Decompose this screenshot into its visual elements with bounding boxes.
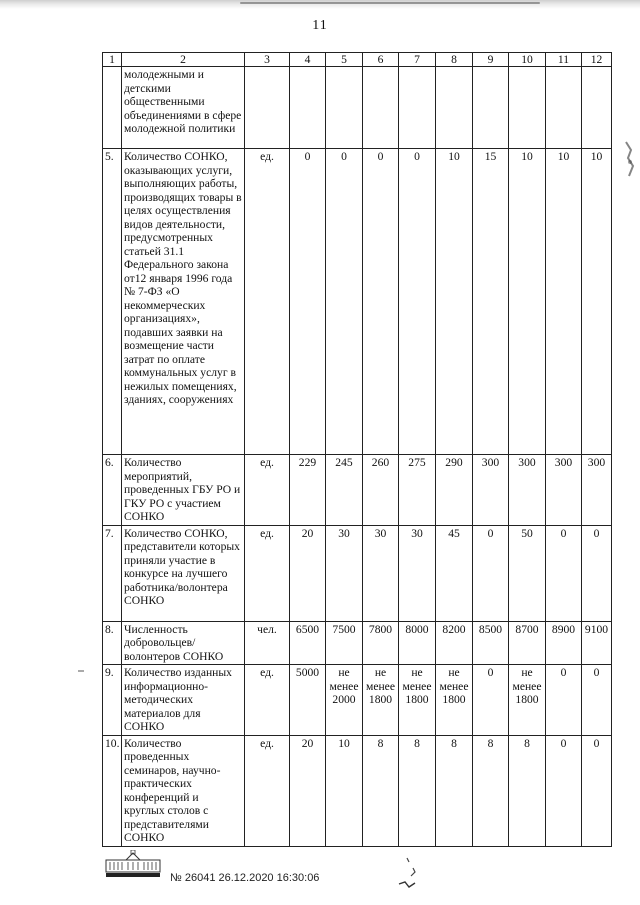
header-row [103,53,612,67]
value-cell: 300 [509,455,546,526]
value-cell: 10 [326,735,363,846]
scan-edge-streak [0,0,640,9]
header-cell: 9 [473,53,509,67]
value-cell [546,67,582,149]
document-footer [0,842,640,905]
indicator-name-cell: Количество СОНКО, представители которых приняли участие в конкурсе на лучшего работника/волонтера СОНКО [122,525,245,621]
margin-scan-mark [620,140,636,180]
header-cell: 7 [399,53,436,67]
value-cell: 45 [436,525,473,621]
value-cell: не менее 1800 [436,665,473,736]
handwritten-mark [395,854,425,894]
value-cell: 0 [546,525,582,621]
unit-cell: ед. [245,149,290,455]
value-cell: 245 [326,455,363,526]
row-number-cell: 9. [103,665,122,736]
header-cell: 10 [509,53,546,67]
value-cell: 275 [399,455,436,526]
value-cell: 0 [326,149,363,455]
value-cell: 30 [363,525,399,621]
value-cell: 8700 [509,621,546,665]
indicator-name-cell: Количество изданных информационно-методических материалов для СОНКО [122,665,245,736]
header-cell: 3 [245,53,290,67]
value-cell: 15 [473,149,509,455]
table-row [103,525,612,621]
value-cell: 10 [509,149,546,455]
header-cell: 1 [103,53,122,67]
indicator-name-cell: Количество мероприятий, проведенных ГБУ РО и ГКУ РО с участием СОНКО [122,455,245,526]
unit-cell: ед. [245,525,290,621]
value-cell: 300 [582,455,612,526]
value-cell: 10 [436,149,473,455]
header-cell: 6 [363,53,399,67]
value-cell: 0 [363,149,399,455]
value-cell: 8900 [546,621,582,665]
indicator-name-cell: Количество проведенных семинаров, научно-практических конференций и круглых столов с представителями СОНКО [122,735,245,846]
row-number-cell: 8. [103,621,122,665]
row-number-cell [103,67,122,149]
value-cell: 8000 [399,621,436,665]
indicator-name-cell: Количество СОНКО, оказывающих услуги, выполняющих работы, производящих товары в целях осуществления видов деятельности, предусмотренных статьей 31.1 Федерального закона от12 января 1996 года № 7-ФЗ «О некоммерческих организациях», подавших заявки на возмещение части затрат по оплате коммунальных услуг в нежилых помещениях, зданиях, сооружениях [122,149,245,455]
indicator-name-cell: Численность добровольцев/ волонтеров СОНКО [122,621,245,665]
margin-dot-mark [78,660,84,664]
indicator-name-cell: молодежными и детскими общественными объединениями в сфере молодежной политики [122,67,245,149]
table-row [103,735,612,846]
header-cell: 11 [546,53,582,67]
value-cell: не менее 2000 [326,665,363,736]
value-cell: 0 [473,665,509,736]
header-cell: 2 [122,53,245,67]
value-cell: не менее 1800 [363,665,399,736]
value-cell: 8 [399,735,436,846]
value-cell: 10 [546,149,582,455]
value-cell: 300 [546,455,582,526]
value-cell [363,67,399,149]
row-number-cell: 7. [103,525,122,621]
value-cell [399,67,436,149]
value-cell [509,67,546,149]
value-cell [326,67,363,149]
unit-cell [245,67,290,149]
value-cell: не менее 1800 [509,665,546,736]
value-cell: 0 [399,149,436,455]
value-cell: 7800 [363,621,399,665]
unit-cell: чел. [245,621,290,665]
header-cell: 8 [436,53,473,67]
unit-cell: ед. [245,665,290,736]
value-cell: 6500 [290,621,326,665]
value-cell: 290 [436,455,473,526]
value-cell: 260 [363,455,399,526]
row-number-cell: 10. [103,735,122,846]
value-cell: 8 [436,735,473,846]
value-cell: 0 [582,665,612,736]
row-number-cell: 6. [103,455,122,526]
value-cell [473,67,509,149]
value-cell: 8 [509,735,546,846]
value-cell: не менее 1800 [399,665,436,736]
table-row [103,455,612,526]
value-cell [290,67,326,149]
value-cell: 20 [290,735,326,846]
table-row [103,665,612,736]
value-cell: 7500 [326,621,363,665]
value-cell: 8 [473,735,509,846]
value-cell: 8500 [473,621,509,665]
header-cell: 4 [290,53,326,67]
value-cell: 300 [473,455,509,526]
value-cell: 50 [509,525,546,621]
page-number: 11 [312,18,328,33]
value-cell: 5000 [290,665,326,736]
value-cell [582,67,612,149]
unit-cell: ед. [245,735,290,846]
value-cell: 0 [290,149,326,455]
value-cell: 30 [399,525,436,621]
value-cell: 20 [290,525,326,621]
indicators-table [102,52,612,847]
value-cell: 0 [582,735,612,846]
registration-stamp-text: № 26041 26.12.2020 16:30:06 [170,872,320,884]
government-building-emblem [104,850,162,878]
table-row [103,67,612,149]
value-cell: 10 [582,149,612,455]
table-row [103,149,612,455]
value-cell: 8200 [436,621,473,665]
value-cell: 0 [473,525,509,621]
value-cell: 0 [546,735,582,846]
row-number-cell: 5. [103,149,122,455]
value-cell: 0 [582,525,612,621]
value-cell [436,67,473,149]
value-cell: 9100 [582,621,612,665]
value-cell: 30 [326,525,363,621]
unit-cell: ед. [245,455,290,526]
value-cell: 229 [290,455,326,526]
header-cell: 12 [582,53,612,67]
value-cell: 0 [546,665,582,736]
value-cell: 8 [363,735,399,846]
header-cell: 5 [326,53,363,67]
table-row [103,621,612,665]
